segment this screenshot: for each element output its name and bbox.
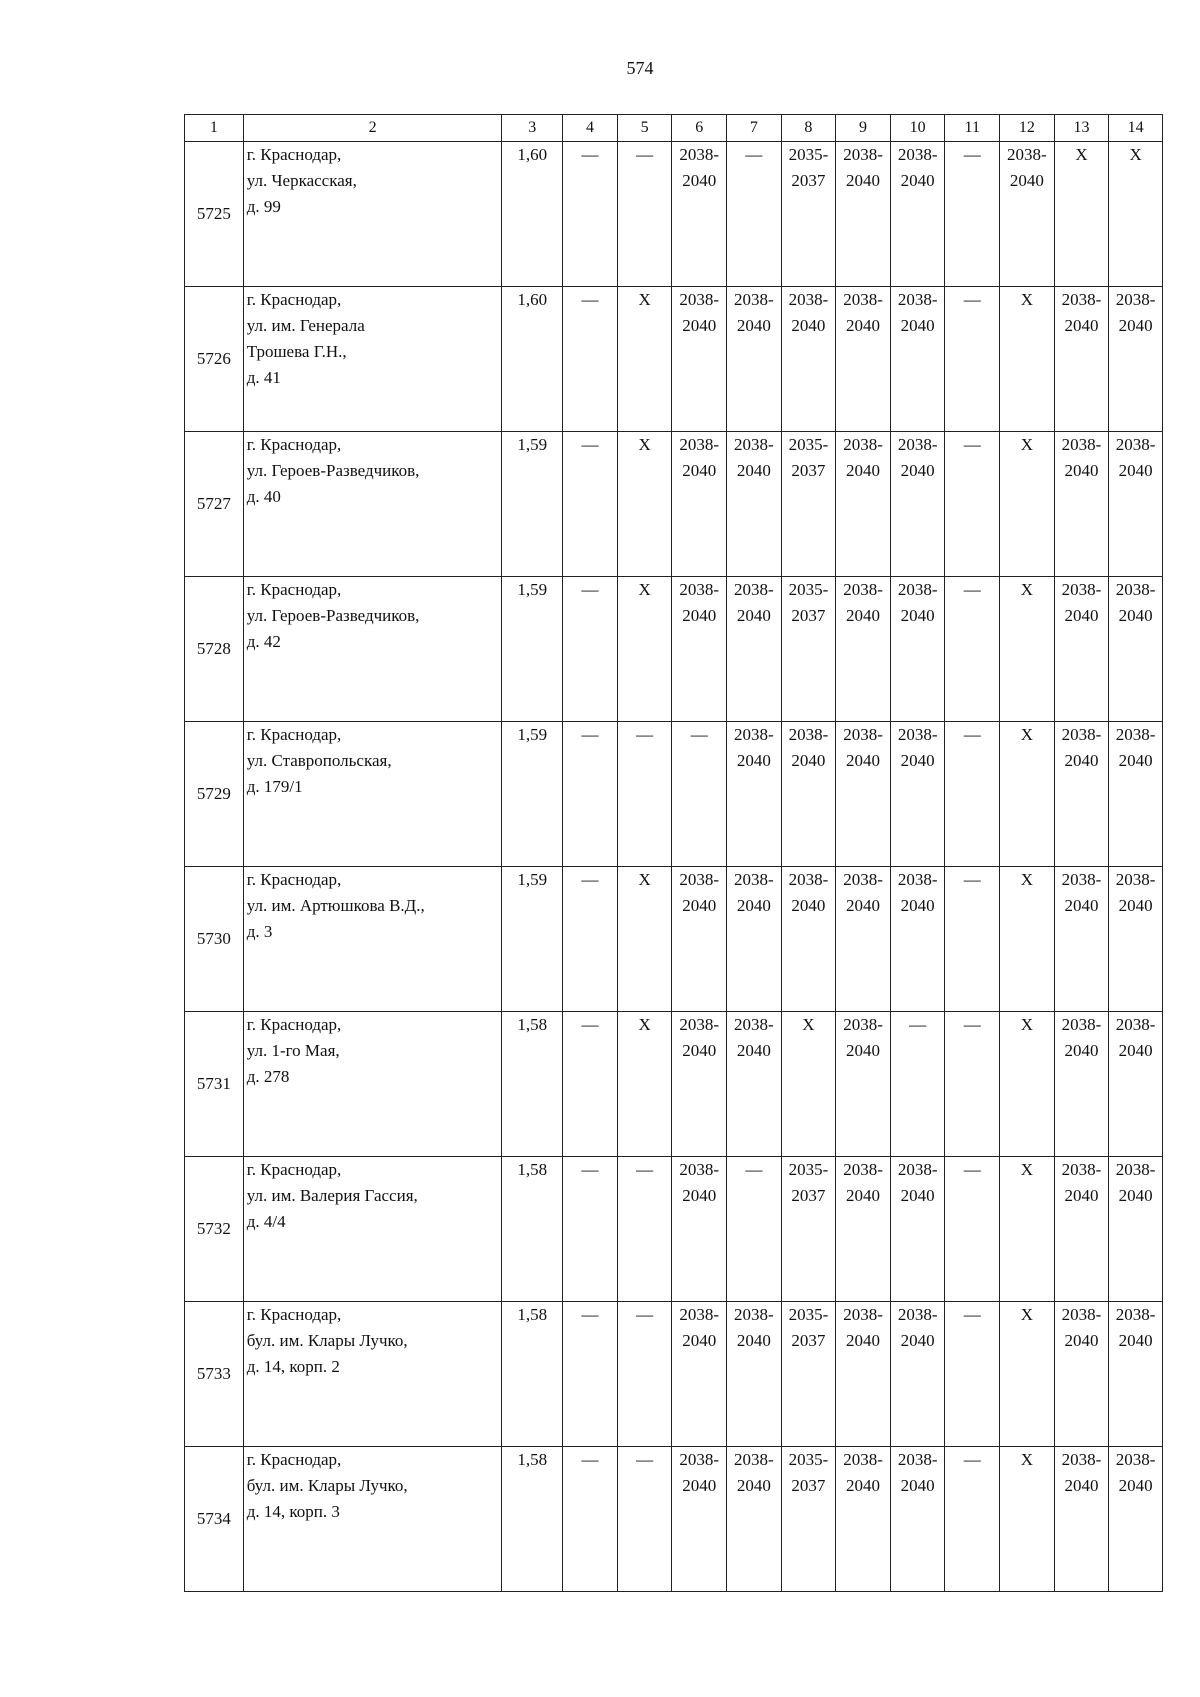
address-text: г. Краснодар, ул. им. Артюшкова В.Д., д. 3	[246, 870, 425, 941]
coefficient-value: 1,59	[517, 870, 548, 889]
row-number: 5726	[185, 287, 244, 432]
term-cell	[781, 287, 836, 432]
term-value: 2038- 2040	[679, 1015, 720, 1060]
term-cell	[727, 432, 782, 577]
coefficient-value: 1,58	[517, 1450, 548, 1469]
term-value: 2035- 2037	[788, 1305, 829, 1350]
term-cell	[672, 287, 727, 432]
term-value: —	[581, 725, 599, 744]
table-row	[185, 142, 1163, 287]
term-value: X	[1075, 145, 1088, 164]
address-text: г. Краснодар, ул. им. Генерала Трошева Г.Н., д. 41	[246, 290, 365, 387]
term-value: 2038- 2040	[1007, 145, 1047, 190]
term-value: 2038- 2040	[1061, 1015, 1102, 1060]
term-value: 2038- 2040	[1115, 1305, 1156, 1350]
term-cell	[672, 1447, 727, 1592]
address-text: г. Краснодар, ул. Героев-Разведчиков, д. 40	[246, 435, 420, 506]
coefficient-value: 1,59	[517, 580, 548, 599]
term-cell	[945, 1302, 1000, 1447]
table-row	[185, 722, 1163, 867]
term-value: —	[963, 1450, 981, 1469]
term-value: 2038- 2040	[679, 870, 720, 915]
term-cell	[672, 722, 727, 867]
coefficient-cell	[502, 287, 563, 432]
term-cell	[945, 142, 1000, 287]
term-cell	[890, 867, 945, 1012]
term-value: 2038- 2040	[679, 435, 720, 480]
column-header: 7	[727, 115, 782, 142]
term-cell	[617, 432, 672, 577]
term-cell	[563, 1012, 618, 1157]
term-cell	[672, 1157, 727, 1302]
term-value: 2038- 2040	[843, 1160, 883, 1205]
term-cell	[1054, 577, 1109, 722]
column-header: 10	[890, 115, 945, 142]
term-value: —	[963, 725, 981, 744]
term-cell	[781, 867, 836, 1012]
term-cell	[1000, 1302, 1055, 1447]
term-cell	[617, 287, 672, 432]
term-value: 2038- 2040	[788, 290, 829, 335]
term-value: 2038- 2040	[1061, 1450, 1102, 1495]
term-cell	[563, 867, 618, 1012]
term-cell	[781, 1447, 836, 1592]
row-number: 5733	[185, 1302, 244, 1447]
address-text: г. Краснодар, бул. им. Клары Лучко, д. 14, корп. 2	[246, 1305, 408, 1376]
term-value: 2038- 2040	[679, 1450, 720, 1495]
column-header: 8	[781, 115, 836, 142]
table-row	[185, 287, 1163, 432]
column-header: 2	[243, 115, 502, 142]
term-value: 2038- 2040	[1115, 435, 1156, 480]
term-cell	[836, 722, 891, 867]
term-cell	[1109, 1012, 1163, 1157]
term-cell	[836, 577, 891, 722]
coefficient-cell	[502, 1012, 563, 1157]
coefficient-cell	[502, 577, 563, 722]
term-value: 2038- 2040	[1061, 435, 1102, 480]
row-number: 5731	[185, 1012, 244, 1157]
term-value: X	[1020, 1015, 1033, 1034]
term-cell	[1000, 287, 1055, 432]
term-cell	[617, 1447, 672, 1592]
term-value: X	[638, 290, 651, 309]
term-cell	[890, 142, 945, 287]
term-cell	[1000, 577, 1055, 722]
column-header: 9	[836, 115, 891, 142]
column-header: 3	[502, 115, 563, 142]
term-cell	[781, 142, 836, 287]
coefficient-value: 1,58	[517, 1160, 548, 1179]
housing-register-table	[184, 114, 1163, 1592]
term-cell	[781, 1012, 836, 1157]
term-value: —	[636, 1160, 654, 1179]
term-value: 2038- 2040	[843, 870, 883, 915]
column-header: 11	[945, 115, 1000, 142]
row-number: 5725	[185, 142, 244, 287]
address-cell	[243, 432, 502, 577]
term-cell	[781, 1157, 836, 1302]
term-cell	[781, 722, 836, 867]
term-cell	[617, 142, 672, 287]
address-text: г. Краснодар, ул. 1-го Мая, д. 278	[246, 1015, 342, 1086]
term-cell	[727, 142, 782, 287]
coefficient-cell	[502, 1302, 563, 1447]
term-cell	[1109, 432, 1163, 577]
term-value: 2035- 2037	[788, 435, 829, 480]
term-value: —	[690, 725, 708, 744]
term-cell	[727, 1302, 782, 1447]
term-value: 2038- 2040	[897, 870, 938, 915]
term-cell	[672, 142, 727, 287]
term-cell	[890, 1012, 945, 1157]
term-cell	[836, 287, 891, 432]
table-row	[185, 1157, 1163, 1302]
term-value: —	[581, 290, 599, 309]
term-value: 2038- 2040	[1115, 1450, 1156, 1495]
term-value: 2035- 2037	[788, 580, 829, 625]
table-row	[185, 432, 1163, 577]
term-value: 2038- 2040	[897, 145, 938, 190]
coefficient-value: 1,60	[517, 290, 548, 309]
term-value: 2038- 2040	[733, 290, 774, 335]
term-value: —	[963, 870, 981, 889]
term-value: —	[581, 1160, 599, 1179]
term-cell	[945, 287, 1000, 432]
term-cell	[781, 432, 836, 577]
term-value: —	[581, 145, 599, 164]
term-value: 2038- 2040	[788, 870, 829, 915]
term-value: 2038- 2040	[843, 290, 883, 335]
address-cell	[243, 1302, 502, 1447]
coefficient-cell	[502, 867, 563, 1012]
term-value: X	[1020, 725, 1033, 744]
term-cell	[617, 1157, 672, 1302]
column-header: 5	[617, 115, 672, 142]
term-cell	[836, 1157, 891, 1302]
term-cell	[836, 867, 891, 1012]
column-header: 13	[1054, 115, 1109, 142]
term-value: 2038- 2040	[843, 1450, 883, 1495]
address-cell	[243, 142, 502, 287]
term-cell	[1000, 142, 1055, 287]
term-cell	[727, 722, 782, 867]
term-cell	[836, 142, 891, 287]
term-value: —	[745, 145, 763, 164]
term-cell	[1000, 867, 1055, 1012]
term-cell	[727, 1012, 782, 1157]
term-value: —	[636, 725, 654, 744]
term-cell	[890, 722, 945, 867]
term-cell	[563, 1447, 618, 1592]
address-cell	[243, 1447, 502, 1592]
term-cell	[1054, 432, 1109, 577]
address-cell	[243, 867, 502, 1012]
table-row	[185, 1302, 1163, 1447]
row-number: 5732	[185, 1157, 244, 1302]
row-number: 5729	[185, 722, 244, 867]
term-cell	[563, 287, 618, 432]
term-value: 2035- 2037	[788, 1450, 829, 1495]
term-cell	[945, 577, 1000, 722]
term-value: 2038- 2040	[1061, 1160, 1102, 1205]
term-value: X	[1020, 290, 1033, 309]
address-text: г. Краснодар, бул. им. Клары Лучко, д. 14, корп. 3	[246, 1450, 408, 1521]
term-cell	[727, 867, 782, 1012]
coefficient-value: 1,59	[517, 435, 548, 454]
term-cell	[563, 577, 618, 722]
term-value: —	[636, 1450, 654, 1469]
term-value: 2038- 2040	[733, 1305, 774, 1350]
term-cell	[727, 1157, 782, 1302]
term-cell	[672, 1302, 727, 1447]
coefficient-cell	[502, 722, 563, 867]
term-value: 2038- 2040	[897, 1450, 938, 1495]
term-cell	[890, 577, 945, 722]
term-cell	[781, 577, 836, 722]
term-cell	[1109, 577, 1163, 722]
term-value: —	[581, 435, 599, 454]
term-cell	[1000, 1447, 1055, 1592]
term-cell	[890, 1447, 945, 1592]
term-cell	[1054, 142, 1109, 287]
term-cell	[672, 577, 727, 722]
term-value: —	[963, 435, 981, 454]
term-cell	[672, 1012, 727, 1157]
term-value: 2038- 2040	[843, 1305, 883, 1350]
term-value: 2038- 2040	[897, 290, 938, 335]
address-cell	[243, 577, 502, 722]
row-number: 5730	[185, 867, 244, 1012]
term-value: —	[963, 1160, 981, 1179]
address-cell	[243, 722, 502, 867]
term-cell	[1109, 1157, 1163, 1302]
term-cell	[1109, 1302, 1163, 1447]
term-cell	[727, 1447, 782, 1592]
term-value: X	[1020, 1450, 1033, 1469]
term-value: 2038- 2040	[679, 145, 720, 190]
term-cell	[890, 287, 945, 432]
term-cell	[727, 287, 782, 432]
column-header: 1	[185, 115, 244, 142]
page-number: 574	[626, 58, 654, 78]
term-value: —	[963, 1015, 981, 1034]
term-value: 2038- 2040	[733, 1450, 774, 1495]
term-value: X	[638, 1015, 651, 1034]
term-value: 2038- 2040	[1061, 290, 1102, 335]
term-value: 2035- 2037	[788, 145, 829, 190]
term-cell	[1109, 722, 1163, 867]
term-cell	[617, 867, 672, 1012]
coefficient-cell	[502, 432, 563, 577]
term-cell	[836, 432, 891, 577]
term-value: —	[636, 145, 654, 164]
term-cell	[1109, 287, 1163, 432]
term-cell	[1054, 1302, 1109, 1447]
term-cell	[1109, 1447, 1163, 1592]
term-cell	[1054, 1447, 1109, 1592]
term-cell	[945, 722, 1000, 867]
term-value: —	[581, 870, 599, 889]
term-value: 2038- 2040	[733, 435, 774, 480]
term-value: X	[1129, 145, 1142, 164]
term-value: 2038- 2040	[1061, 725, 1102, 770]
term-cell	[563, 1302, 618, 1447]
term-value: 2038- 2040	[843, 725, 883, 770]
term-value: —	[909, 1015, 927, 1034]
address-text: г. Краснодар, ул. Героев-Разведчиков, д. 42	[246, 580, 420, 651]
term-cell	[1000, 722, 1055, 867]
term-cell	[1054, 867, 1109, 1012]
term-value: 2038- 2040	[1061, 1305, 1102, 1350]
term-value: 2038- 2040	[733, 870, 774, 915]
term-value: 2038- 2040	[897, 580, 938, 625]
term-value: 2038- 2040	[897, 1305, 938, 1350]
term-value: 2038- 2040	[1115, 580, 1156, 625]
address-text: г. Краснодар, ул. Черкасская, д. 99	[246, 145, 357, 216]
term-cell	[836, 1012, 891, 1157]
term-value: 2038- 2040	[679, 580, 720, 625]
term-cell	[563, 142, 618, 287]
term-cell	[617, 1302, 672, 1447]
term-value: 2038- 2040	[1115, 1160, 1156, 1205]
term-value: 2038- 2040	[843, 435, 883, 480]
term-value: 2038- 2040	[1115, 725, 1156, 770]
coefficient-value: 1,60	[517, 145, 548, 164]
term-cell	[1054, 722, 1109, 867]
term-cell	[945, 867, 1000, 1012]
term-value: —	[963, 1305, 981, 1324]
column-header: 12	[1000, 115, 1055, 142]
term-cell	[1000, 1157, 1055, 1302]
address-text: г. Краснодар, ул. им. Валерия Гассия, д. 4/4	[246, 1160, 418, 1231]
term-value: —	[581, 1015, 599, 1034]
term-value: 2038- 2040	[897, 1160, 938, 1205]
term-cell	[890, 1302, 945, 1447]
term-cell	[1054, 1157, 1109, 1302]
term-cell	[617, 577, 672, 722]
term-cell	[563, 432, 618, 577]
term-cell	[945, 432, 1000, 577]
coefficient-cell	[502, 1447, 563, 1592]
column-header: 4	[563, 115, 618, 142]
term-cell	[836, 1302, 891, 1447]
term-value: 2038- 2040	[843, 580, 883, 625]
coefficient-value: 1,58	[517, 1305, 548, 1324]
row-number: 5734	[185, 1447, 244, 1592]
coefficient-cell	[502, 142, 563, 287]
term-value: —	[581, 580, 599, 599]
term-value: —	[745, 1160, 763, 1179]
row-number: 5728	[185, 577, 244, 722]
address-cell	[243, 1157, 502, 1302]
term-value: 2038- 2040	[1115, 1015, 1156, 1060]
term-value: —	[581, 1450, 599, 1469]
term-value: 2038- 2040	[733, 1015, 774, 1060]
column-header: 14	[1109, 115, 1163, 142]
term-value: 2035- 2037	[788, 1160, 829, 1205]
term-cell	[617, 1012, 672, 1157]
term-cell	[945, 1012, 1000, 1157]
term-value: —	[963, 580, 981, 599]
term-value: —	[963, 290, 981, 309]
term-value: 2038- 2040	[788, 725, 829, 770]
table-row	[185, 867, 1163, 1012]
term-value: 2038- 2040	[1061, 580, 1102, 625]
address-text: г. Краснодар, ул. Ставропольская, д. 179/1	[246, 725, 392, 796]
term-value: X	[802, 1015, 815, 1034]
term-value: 2038- 2040	[733, 725, 774, 770]
term-value: 2038- 2040	[843, 1015, 883, 1060]
term-value: 2038- 2040	[1115, 290, 1156, 335]
column-number-row	[185, 115, 1163, 142]
term-value: 2038- 2040	[733, 580, 774, 625]
term-value: X	[1020, 1160, 1033, 1179]
term-cell	[781, 1302, 836, 1447]
coefficient-value: 1,59	[517, 725, 548, 744]
term-value: X	[1020, 435, 1033, 454]
term-value: —	[581, 1305, 599, 1324]
term-cell	[672, 432, 727, 577]
term-value: X	[1020, 580, 1033, 599]
address-cell	[243, 1012, 502, 1157]
term-value: 2038- 2040	[679, 290, 720, 335]
term-value: 2038- 2040	[897, 725, 938, 770]
term-cell	[945, 1157, 1000, 1302]
coefficient-cell	[502, 1157, 563, 1302]
term-value: X	[638, 435, 651, 454]
term-cell	[945, 1447, 1000, 1592]
table-row	[185, 1012, 1163, 1157]
term-value: 2038- 2040	[843, 145, 883, 190]
term-value: 2038- 2040	[679, 1160, 720, 1205]
term-cell	[727, 577, 782, 722]
coefficient-value: 1,58	[517, 1015, 548, 1034]
row-number: 5727	[185, 432, 244, 577]
term-value: X	[1020, 870, 1033, 889]
term-cell	[1000, 432, 1055, 577]
term-value: —	[636, 1305, 654, 1324]
term-cell	[890, 1157, 945, 1302]
term-value: X	[1020, 1305, 1033, 1324]
table-row	[185, 1447, 1163, 1592]
term-cell	[672, 867, 727, 1012]
term-value: X	[638, 580, 651, 599]
term-value: X	[638, 870, 651, 889]
term-value: —	[963, 145, 981, 164]
term-cell	[836, 1447, 891, 1592]
term-value: 2038- 2040	[897, 435, 938, 480]
term-value: 2038- 2040	[1061, 870, 1102, 915]
term-cell	[563, 1157, 618, 1302]
term-value: 2038- 2040	[1115, 870, 1156, 915]
term-cell	[563, 722, 618, 867]
term-cell	[617, 722, 672, 867]
term-cell	[1054, 287, 1109, 432]
term-cell	[1109, 867, 1163, 1012]
term-value: 2038- 2040	[679, 1305, 720, 1350]
term-cell	[1109, 142, 1163, 287]
column-header: 6	[672, 115, 727, 142]
table-row	[185, 577, 1163, 722]
term-cell	[890, 432, 945, 577]
address-cell	[243, 287, 502, 432]
term-cell	[1000, 1012, 1055, 1157]
term-cell	[1054, 1012, 1109, 1157]
table-body	[185, 142, 1163, 1592]
